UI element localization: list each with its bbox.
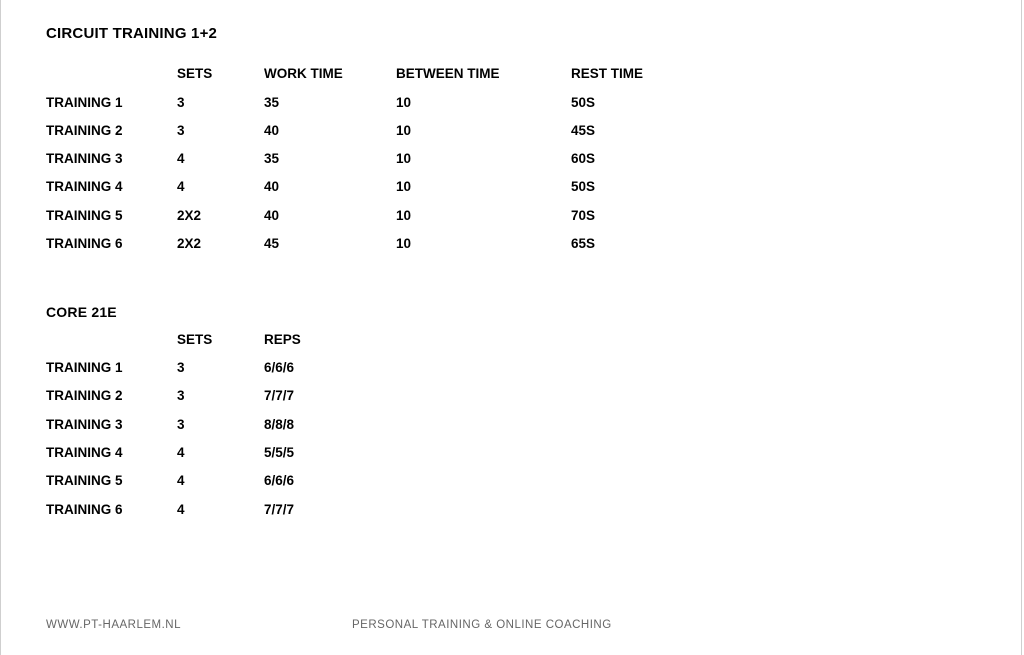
- sets-cell: 3: [177, 417, 185, 432]
- table-row: [1, 360, 1001, 378]
- reps-cell: 7/7/7: [264, 388, 295, 403]
- sets-cell: 4: [177, 502, 185, 517]
- row-label: TRAINING 6: [46, 236, 123, 251]
- core-header-row: [1, 332, 1001, 350]
- work-time-cell: 35: [264, 151, 280, 166]
- reps-cell: 6/6/6: [264, 360, 295, 375]
- table-row: [1, 151, 1001, 169]
- sets-cell: 3: [177, 388, 185, 403]
- footer-website: WWW.PT-HAARLEM.NL: [46, 619, 182, 631]
- table-row: [1, 445, 1001, 463]
- table-row: [1, 95, 1001, 113]
- rest-time-cell: 50S: [571, 95, 596, 110]
- sets-cell: 2X2: [177, 208, 202, 223]
- table-row: [1, 473, 1001, 491]
- row-label: TRAINING 4: [46, 179, 123, 194]
- table-row: [1, 502, 1001, 520]
- work-time-cell: 45: [264, 236, 280, 251]
- table-row: [1, 417, 1001, 435]
- work-time-cell: 40: [264, 179, 280, 194]
- between-time-cell: 10: [396, 179, 412, 194]
- between-time-cell: 10: [396, 123, 412, 138]
- reps-cell: 8/8/8: [264, 417, 295, 432]
- column-header: BETWEEN TIME: [396, 66, 500, 81]
- row-label: TRAINING 4: [46, 445, 123, 460]
- sets-cell: 2X2: [177, 236, 202, 251]
- reps-cell: 5/5/5: [264, 445, 295, 460]
- row-label: TRAINING 6: [46, 502, 123, 517]
- table-row: [1, 179, 1001, 197]
- column-header: REST TIME: [571, 66, 644, 81]
- rest-time-cell: 70S: [571, 208, 596, 223]
- work-time-cell: 35: [264, 95, 280, 110]
- row-label: TRAINING 3: [46, 151, 123, 166]
- reps-cell: 7/7/7: [264, 502, 295, 517]
- rest-time-cell: 45S: [571, 123, 596, 138]
- sets-cell: 4: [177, 445, 185, 460]
- between-time-cell: 10: [396, 151, 412, 166]
- sets-cell: 4: [177, 473, 185, 488]
- table-row: [1, 208, 1001, 226]
- sets-cell: 3: [177, 123, 185, 138]
- rest-time-cell: 65S: [571, 236, 596, 251]
- work-time-cell: 40: [264, 208, 280, 223]
- between-time-cell: 10: [396, 236, 412, 251]
- sets-cell: 4: [177, 151, 185, 166]
- sets-cell: 3: [177, 95, 185, 110]
- row-label: TRAINING 1: [46, 95, 123, 110]
- between-time-cell: 10: [396, 95, 412, 110]
- table-row: [1, 236, 1001, 254]
- row-label: TRAINING 1: [46, 360, 123, 375]
- work-time-cell: 40: [264, 123, 280, 138]
- row-label: TRAINING 2: [46, 123, 123, 138]
- row-label: TRAINING 3: [46, 417, 123, 432]
- sets-cell: 3: [177, 360, 185, 375]
- sets-cell: 4: [177, 179, 185, 194]
- footer-tagline: PERSONAL TRAINING & ONLINE COACHING: [352, 619, 612, 631]
- column-header: SETS: [177, 66, 213, 81]
- column-header: WORK TIME: [264, 66, 343, 81]
- circuit-header-row: [1, 66, 1001, 84]
- column-header: REPS: [264, 332, 301, 347]
- between-time-cell: 10: [396, 208, 412, 223]
- table-row: [1, 123, 1001, 141]
- circuit-title: CIRCUIT TRAINING 1+2: [46, 25, 218, 42]
- row-label: TRAINING 2: [46, 388, 123, 403]
- row-label: TRAINING 5: [46, 208, 123, 223]
- column-header: SETS: [177, 332, 213, 347]
- row-label: TRAINING 5: [46, 473, 123, 488]
- core-title: CORE 21E: [46, 304, 117, 320]
- rest-time-cell: 60S: [571, 151, 596, 166]
- rest-time-cell: 50S: [571, 179, 596, 194]
- reps-cell: 6/6/6: [264, 473, 295, 488]
- table-row: [1, 388, 1001, 406]
